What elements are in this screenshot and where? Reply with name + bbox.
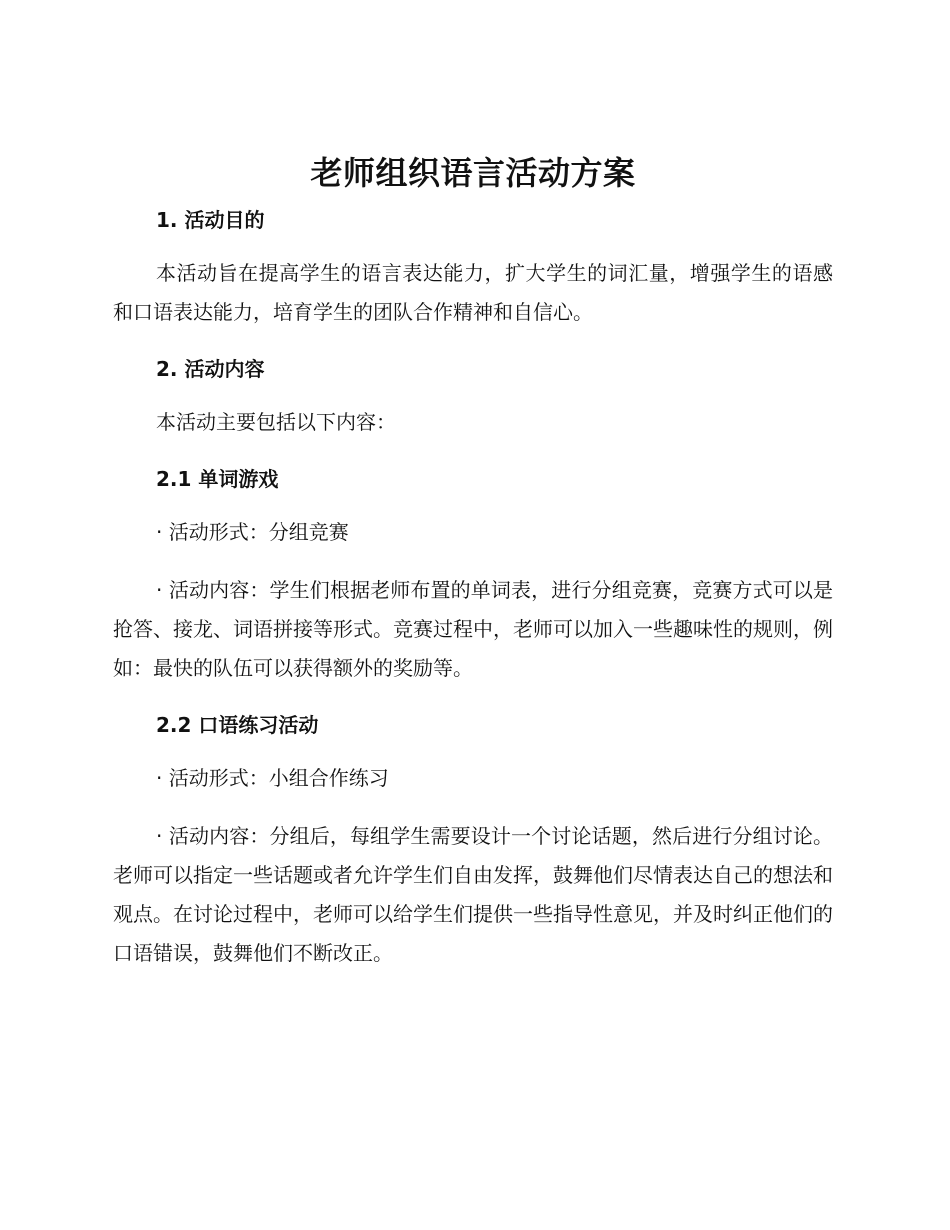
document-body bbox=[113, 148, 833, 973]
section-heading-purpose: 1. 活动目的 bbox=[156, 208, 265, 232]
section-heading-content: 2. 活动内容 bbox=[156, 357, 265, 381]
paragraph-oral-practice-form: · 活动形式：小组合作练习 bbox=[156, 766, 389, 790]
document-title: 老师组织语言活动方案 bbox=[310, 154, 636, 192]
paragraph-purpose: 本活动旨在提高学生的语言表达能力，扩大学生的词汇量，增强学生的语感和口语表达能力，培育学生的团队合作精神和自信心。 bbox=[113, 261, 833, 324]
paragraph-oral-practice-content: · 活动内容：分组后，每组学生需要设计一个讨论话题，然后进行分组讨论。老师可以指定一些话题或者允许学生们自由发挥，鼓舞他们尽情表达自己的想法和观点。在讨论过程中，老师可以给学生们提供一些指导性意见，并及时纠正他们的口语错误，鼓舞他们不断改正。 bbox=[113, 824, 833, 965]
paragraph-word-game-content: · 活动内容：学生们根据老师布置的单词表，进行分组竞赛，竞赛方式可以是抢答、接龙、词语拼接等形式。竞赛过程中，老师可以加入一些趣味性的规则，例如：最快的队伍可以获得额外的奖励等。 bbox=[113, 578, 833, 680]
section-heading-word-game: 2.1 单词游戏 bbox=[156, 467, 279, 491]
section-heading-oral-practice: 2.2 口语练习活动 bbox=[156, 713, 319, 737]
paragraph-word-game-form: · 活动形式：分组竞赛 bbox=[156, 520, 349, 544]
paragraph-content-intro: 本活动主要包括以下内容： bbox=[156, 410, 396, 434]
